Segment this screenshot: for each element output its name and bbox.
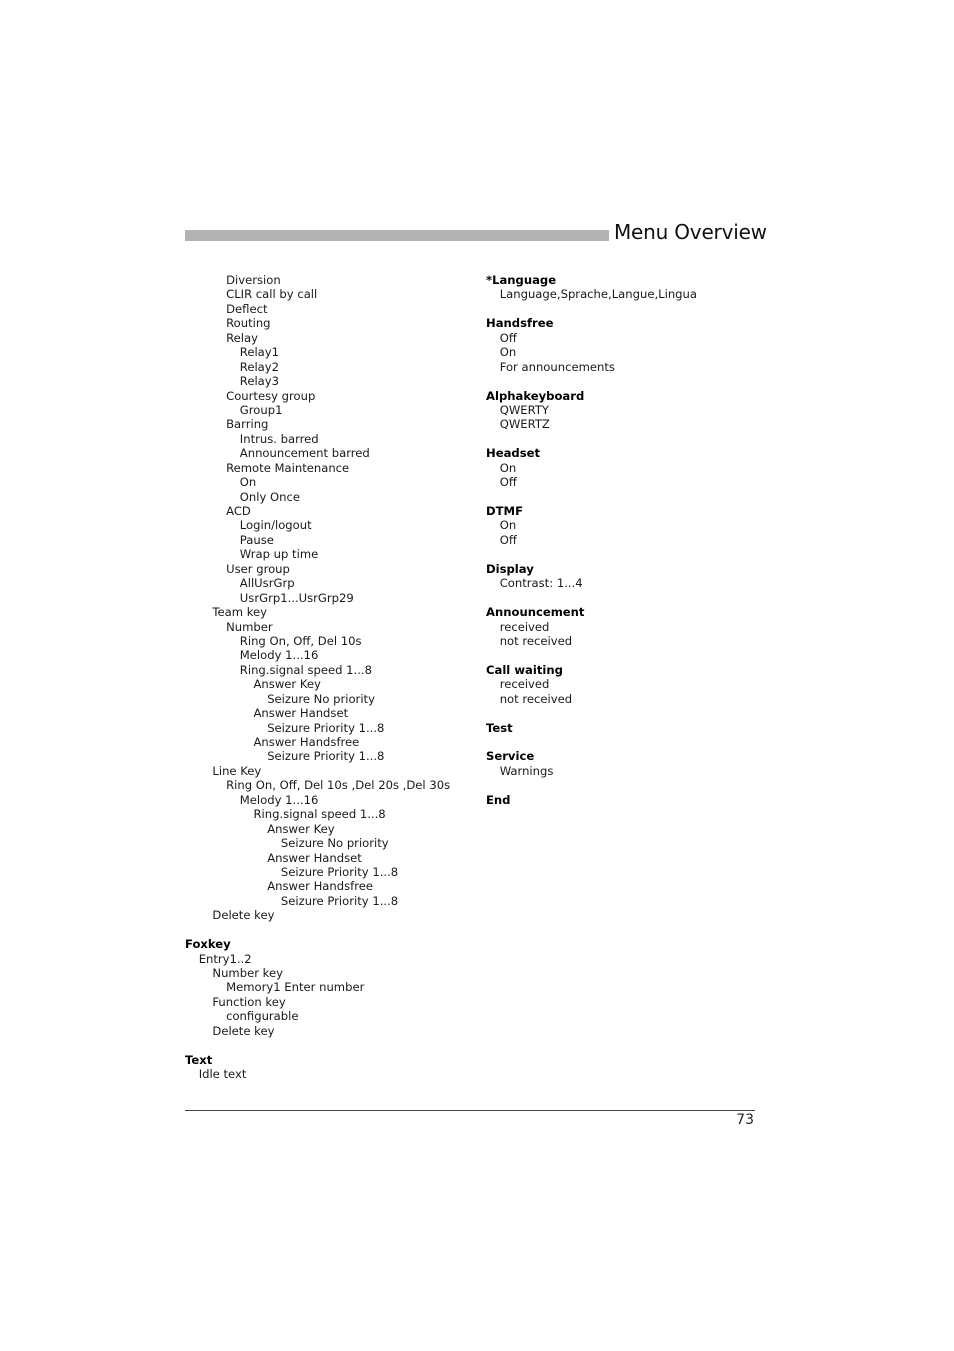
menu-item: received — [499, 677, 550, 692]
menu-item: Announcement barred — [239, 446, 370, 461]
footer-rule — [185, 1110, 755, 1111]
menu-item: On — [239, 475, 257, 490]
menu-item: Off — [499, 532, 517, 547]
menu-tree-right — [486, 273, 756, 807]
menu-item: For announcements — [499, 359, 615, 374]
menu-item: Deflect — [226, 301, 268, 316]
menu-item: ACD — [226, 504, 251, 518]
menu-item: Relay2 — [239, 359, 280, 374]
menu-item: On — [499, 460, 517, 475]
spacer — [185, 1038, 475, 1052]
menu-item: Delete key — [212, 1023, 275, 1038]
menu-item: not received — [499, 691, 573, 706]
menu-item: Only Once — [239, 489, 301, 504]
menu-item: Line Key — [212, 763, 262, 778]
menu-item: configurable — [226, 1009, 299, 1024]
menu-item: User group — [226, 561, 290, 576]
menu-item: Remote Maintenance — [226, 460, 350, 475]
menu-item: Answer Handsfree — [253, 735, 360, 749]
menu-item: Pause — [239, 532, 274, 547]
spacer — [486, 706, 756, 720]
menu-item: Language,Sprache,Langue,Lingua — [499, 287, 697, 302]
menu-section-heading: DTMF — [486, 504, 523, 518]
menu-section-heading: Test — [486, 720, 513, 735]
menu-item: Answer Key — [267, 821, 335, 836]
menu-item: Ring.signal speed 1...8 — [253, 807, 386, 822]
spacer — [486, 648, 756, 662]
menu-item: Seizure Priority 1...8 — [280, 893, 399, 908]
menu-item: Off — [499, 330, 517, 345]
menu-item: Function key — [212, 994, 286, 1009]
spacer — [185, 923, 475, 937]
menu-item: QWERTZ — [499, 417, 550, 432]
menu-item: Answer Handset — [253, 706, 349, 721]
menu-item: Ring On, Off, Del 10s ,Del 20s ,Del 30s — [226, 778, 451, 793]
menu-item: Melody 1...16 — [239, 792, 319, 807]
menu-item: Warnings — [499, 763, 554, 778]
menu-item: Answer Handsfree — [267, 879, 374, 894]
menu-item: Number — [226, 619, 273, 634]
menu-section-heading: Text — [185, 1052, 213, 1067]
menu-section-heading: Handsfree — [486, 316, 554, 331]
menu-item: QWERTY — [499, 402, 549, 417]
spacer — [486, 490, 756, 504]
menu-item: Entry1..2 — [198, 951, 252, 966]
menu-item: Intrus. barred — [239, 431, 319, 446]
menu-item: Relay3 — [239, 374, 280, 389]
menu-item: Answer Handset — [267, 850, 362, 865]
spacer — [486, 432, 756, 446]
menu-item: Memory1 Enter number — [226, 980, 365, 995]
menu-item: AllUsrGrp — [239, 576, 295, 591]
spacer — [486, 547, 756, 561]
menu-section-heading: *Language — [486, 273, 557, 287]
menu-item: Contrast: 1...4 — [499, 576, 583, 591]
menu-tree-left — [185, 273, 475, 1082]
menu-item: not received — [499, 633, 573, 648]
menu-item: Relay — [226, 330, 258, 345]
menu-item: On — [499, 345, 517, 360]
menu-item: Idle text — [198, 1067, 247, 1082]
menu-item: Ring On, Off, Del 10s — [239, 633, 362, 648]
page-title: Menu Overview — [614, 220, 767, 244]
menu-item: Seizure Priority 1...8 — [280, 864, 399, 879]
menu-section-heading: Alphakeyboard — [486, 388, 585, 403]
spacer — [486, 778, 756, 792]
menu-section-heading: Display — [486, 561, 534, 576]
menu-item: CLIR call by call — [226, 287, 318, 302]
menu-section-heading: Call waiting — [486, 662, 563, 677]
menu-item: Melody 1...16 — [239, 648, 319, 663]
menu-section-heading: Announcement — [486, 605, 585, 620]
menu-item: Login/logout — [239, 518, 312, 533]
menu-item: Seizure Priority 1...8 — [267, 749, 385, 764]
menu-item: Seizure No priority — [280, 836, 389, 851]
menu-item: Number key — [212, 966, 283, 980]
menu-item: Answer Key — [253, 677, 321, 692]
menu-item: Delete key — [212, 908, 275, 923]
spacer — [486, 591, 756, 605]
menu-item: Routing — [226, 316, 271, 331]
menu-item: UsrGrp1...UsrGrp29 — [239, 590, 354, 605]
menu-item: Barring — [226, 417, 269, 432]
menu-section-heading: End — [486, 792, 511, 807]
menu-item: Seizure Priority 1...8 — [267, 720, 385, 735]
menu-item: Off — [499, 475, 517, 490]
menu-item: received — [499, 619, 550, 634]
menu-section-heading: Foxkey — [185, 937, 231, 952]
menu-item: Courtesy group — [226, 388, 316, 403]
spacer — [486, 735, 756, 749]
menu-item: On — [499, 518, 517, 533]
header-bar — [185, 230, 609, 241]
menu-item: Wrap up time — [239, 547, 319, 562]
spacer — [486, 302, 756, 316]
menu-item: Team key — [212, 605, 268, 620]
menu-section-heading: Service — [486, 749, 535, 764]
menu-item: Group1 — [239, 402, 283, 417]
menu-item: Seizure No priority — [267, 691, 375, 706]
menu-item: Diversion — [226, 273, 281, 287]
menu-item: Relay1 — [239, 345, 280, 360]
spacer — [486, 374, 756, 388]
menu-section-heading: Headset — [486, 446, 540, 461]
page-number: 73 — [736, 1112, 754, 1128]
menu-item: Ring.signal speed 1...8 — [239, 662, 372, 677]
